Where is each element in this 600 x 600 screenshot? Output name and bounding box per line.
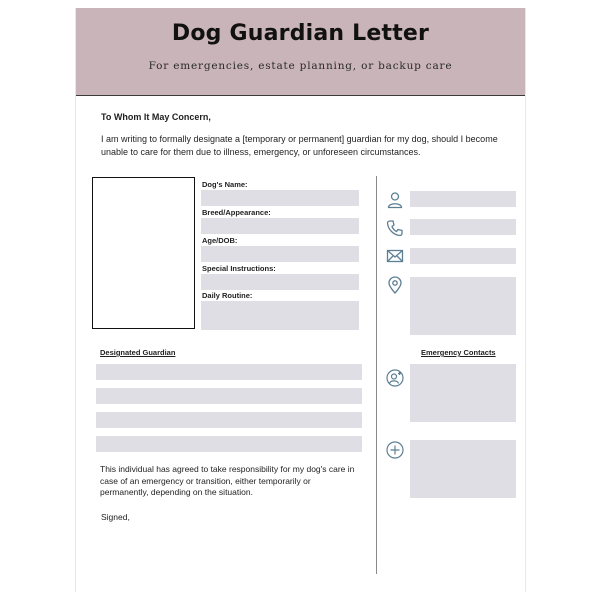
breed-label: Breed/Appearance: bbox=[202, 208, 271, 217]
intro-paragraph: I am writing to formally designate a [temporary or permanent] guardian for my dog, should I become unable to care for them due to illness, emergency, or unforeseen circumstances. bbox=[101, 134, 498, 157]
location-pin-icon bbox=[386, 276, 404, 294]
dog-name-label: Dog's Name: bbox=[202, 180, 248, 189]
emergency-contact-2-field[interactable] bbox=[410, 440, 516, 498]
person-icon bbox=[386, 191, 404, 209]
guardian-line-1[interactable] bbox=[96, 364, 362, 380]
page-title: Dog Guardian Letter bbox=[171, 21, 430, 46]
designated-guardian-title: Designated Guardian bbox=[100, 348, 176, 357]
age-label: Age/DOB: bbox=[202, 236, 238, 245]
age-field[interactable] bbox=[201, 246, 359, 262]
mail-icon bbox=[386, 247, 404, 265]
guardian-line-3[interactable] bbox=[96, 412, 362, 428]
special-instructions-label: Special Instructions: bbox=[202, 264, 276, 273]
guardian-name-field[interactable] bbox=[410, 191, 516, 207]
dog-photo-box[interactable] bbox=[92, 177, 195, 329]
guardian-address-field[interactable] bbox=[410, 277, 516, 335]
contact-person-icon bbox=[386, 369, 404, 387]
emergency-contact-1-field[interactable] bbox=[410, 364, 516, 422]
daily-routine-label: Daily Routine: bbox=[202, 291, 253, 300]
breed-field[interactable] bbox=[201, 218, 359, 234]
column-divider bbox=[376, 176, 377, 574]
guardian-line-2[interactable] bbox=[96, 388, 362, 404]
dog-name-field[interactable] bbox=[201, 190, 359, 206]
guardian-email-field[interactable] bbox=[410, 248, 516, 264]
phone-icon bbox=[386, 219, 404, 237]
letter-page bbox=[75, 8, 526, 592]
add-circle-icon[interactable] bbox=[386, 441, 404, 459]
emergency-contacts-title: Emergency Contacts bbox=[421, 348, 496, 357]
header-banner bbox=[76, 8, 525, 96]
guardian-phone-field[interactable] bbox=[410, 219, 516, 235]
guardian-line-4[interactable] bbox=[96, 436, 362, 452]
greeting: To Whom It May Concern, bbox=[101, 112, 211, 122]
daily-routine-field[interactable] bbox=[201, 301, 359, 330]
signed-label: Signed, bbox=[101, 512, 130, 522]
special-instructions-field[interactable] bbox=[201, 274, 359, 290]
page-subtitle: For emergencies, estate planning, or backup care bbox=[148, 60, 453, 72]
agreement-paragraph: This individual has agreed to take responsibility for my dog's care in case of an emergency or transition, either temporarily or permanently, depending on the situation. bbox=[100, 464, 355, 497]
